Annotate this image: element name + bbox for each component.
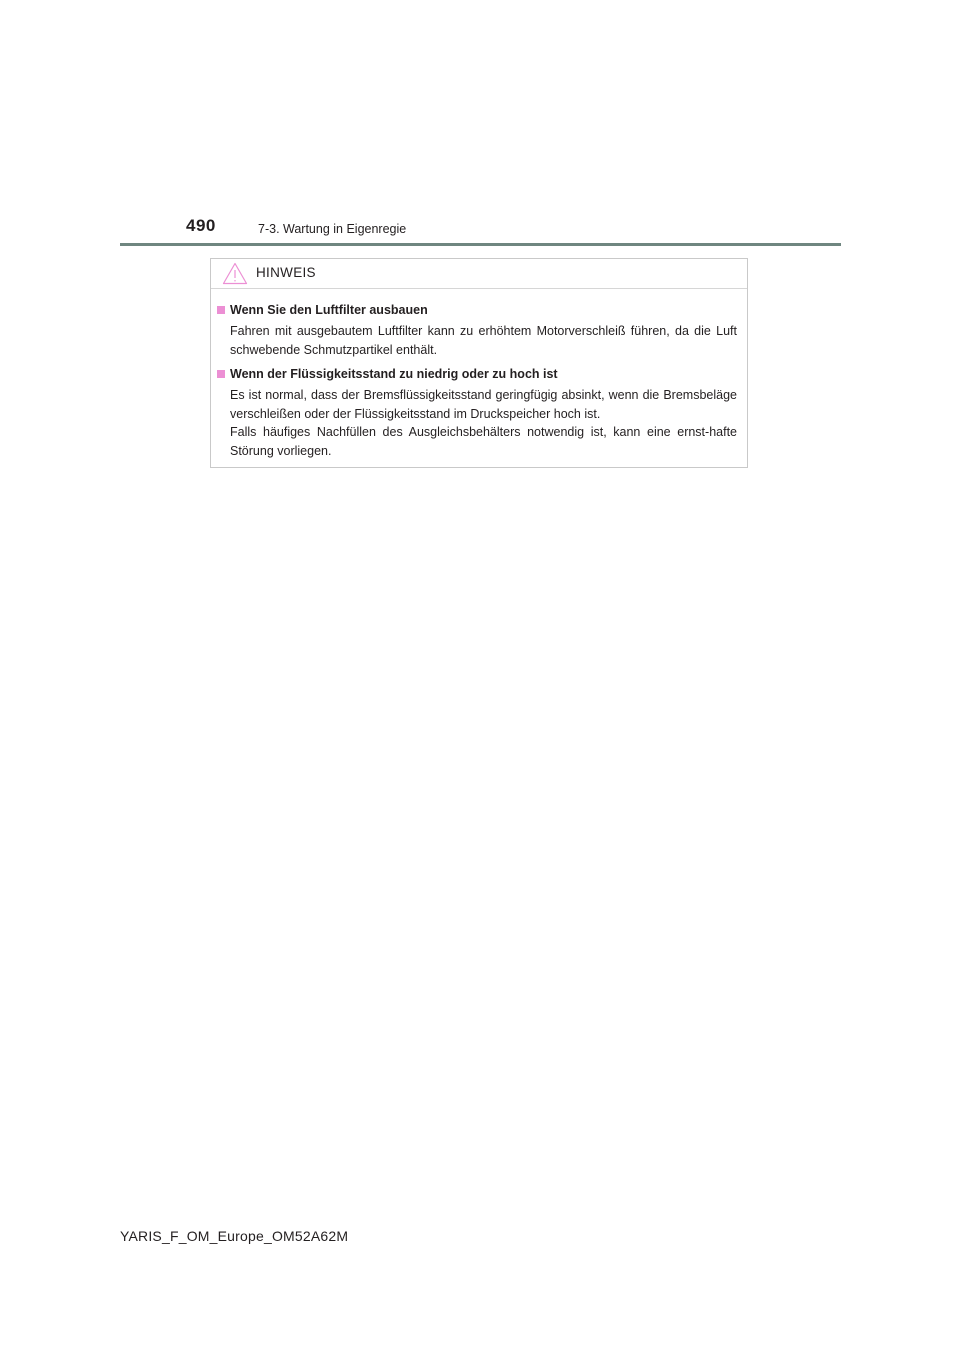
- header-rule: [120, 243, 841, 246]
- bullet-square-icon: [217, 306, 225, 314]
- item-heading: [217, 301, 737, 319]
- notice-title: HINWEIS: [256, 265, 316, 280]
- footer-document-code: YARIS_F_OM_Europe_OM52A62M: [120, 1228, 349, 1244]
- warning-triangle-icon: [222, 262, 248, 285]
- notice-item: [217, 365, 737, 460]
- item-heading-text: Wenn Sie den Luftfilter ausbauen: [230, 303, 428, 317]
- item-heading: [217, 365, 737, 383]
- notice-body: [211, 289, 747, 460]
- bullet-square-icon: [217, 370, 225, 378]
- notice-header: [211, 259, 747, 289]
- item-heading-text: Wenn der Flüssigkeitsstand zu niedrig oder zu hoch ist: [230, 367, 558, 381]
- item-paragraph: Fahren mit ausgebautem Luftfilter kann zu erhöhtem Motorverschleiß führen, da die Luft schwebende Schmutzpartikel enthält.: [230, 324, 737, 357]
- item-paragraph: Es ist normal, dass der Bremsflüssigkeitsstand geringfügig absinkt, wenn die Bremsbeläge verschleißen oder der Flüssigkeitsstand im Druckspeicher hoch ist.: [230, 388, 737, 421]
- page-number: 490: [186, 216, 216, 235]
- notice-box: [210, 258, 748, 468]
- section-title: 7-3. Wartung in Eigenregie: [258, 222, 407, 236]
- notice-item: [217, 301, 737, 359]
- item-paragraph: Falls häufiges Nachfüllen des Ausgleichsbehälters notwendig ist, kann eine ernst-hafte Störung vorliegen.: [230, 425, 737, 458]
